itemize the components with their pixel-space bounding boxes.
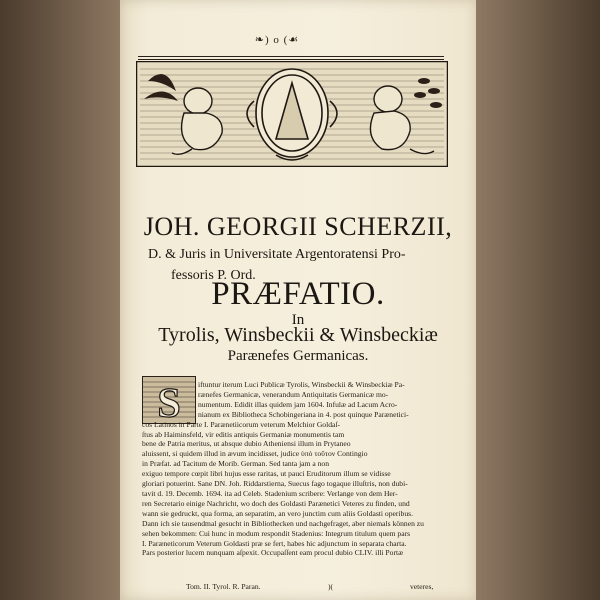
author-affiliation-2: fessoris P. Ord. <box>171 268 256 283</box>
author-affiliation-1: D. & Juris in Universitate Argentoratensi Pro- <box>148 247 406 262</box>
page-ornament: ❧) o (☙ <box>254 34 300 46</box>
text-line: aluissent, si quidem illud in ævum incidisset, judice ὑπὸ τοῦτον Contingio <box>142 449 368 459</box>
text-line: gloriari potuerint. Sane DN. Joh. Riddarstierna, Suecus fago togaque illuſtris, non dubi- <box>142 479 408 489</box>
text-line: wann sie gedruckt, qua forma, an separatim, an vero junctim cum aliis Goldasti operibus. <box>142 508 413 518</box>
text-line: bene de Patria meritus, ut absque dubio Atheniensi illum in Prytaneo <box>142 439 351 449</box>
text-line: tavit d. 19. Decemb. 1694. ita ad Celeb. Stadenium scribere: Verlange von dem Her- <box>142 488 398 498</box>
subject-line-1: Tyrolis, Winsbeckii & Winsbeckiæ <box>158 324 438 346</box>
text-line: ſtus ab Haiminsfeld, vir editis antiquis Germaniæ monumentis tam <box>142 429 345 439</box>
preface-text <box>142 380 446 558</box>
text-line: in Præfat. ad Tacitum de Morib. German. Sed tanta jam a non <box>142 459 330 469</box>
text-line: numentum. Edidit illas quidem jam 1604. Infulæ ad Lacum Acro- <box>198 399 398 409</box>
background-left <box>0 0 122 600</box>
text-line: exiguo tempore cœpit libri hujus esse raritas, ut pauci Eruditorum illum se vidisse <box>142 469 391 479</box>
background-right <box>476 0 600 600</box>
heading-in: In <box>291 312 305 328</box>
subject-line-2: Parænefes Germanicas. <box>227 348 369 364</box>
author-name: JOH. GEORGII SCHERZII, <box>143 212 453 241</box>
rule-top <box>138 56 444 57</box>
gathering-mark: )( <box>328 582 334 591</box>
text-line: iftuntur iterum Luci Publicæ Tyrolis, Winsbeckii & Winsbeckiæ Pa- <box>198 380 405 389</box>
text-line: nianum ex Bibliotheca Schobingeriana in 4. post quinque Parænetici- <box>198 409 409 419</box>
catchword: veteres, <box>410 582 434 591</box>
text-line: I. Paræneticorum Veterum Goldasti præ se fert, habes hic adjunctum in separata charta. <box>142 538 407 548</box>
initial-letter: S <box>157 381 181 423</box>
rule-top-thin <box>138 59 444 60</box>
text-line: rænefes Germanicæ, venerandum Antiquitatis Germanicæ mo- <box>198 389 389 399</box>
header-engraving <box>136 61 448 167</box>
text-line: cos Latinos in Parte I. Parænetiicorum veterum Melchior Goldaſ- <box>142 419 341 429</box>
text-line: sehen bekommen: Cui hunc in modum respondit Stadenius: Integrum titulum quem pars <box>142 528 411 538</box>
text-line: Pars posterior lucem nunquam aſpexit. Occupaſſent eam procul dubio CLIV. illi Portæ <box>142 548 404 558</box>
text-line: ren Secretario einige Nachricht, wo doch des Goldasti Parænetici Veteres zu finden, und <box>142 498 410 508</box>
page-heading: PRÆFATIO. <box>211 276 385 312</box>
book-page <box>120 0 476 600</box>
signature-mark: Tom. II. Tyrol. R. Paran. <box>186 582 261 591</box>
text-line: Dann ich sie tausendmal gesucht in Bibliothecken und nachgefraget, aber niemals können zu <box>142 518 424 528</box>
